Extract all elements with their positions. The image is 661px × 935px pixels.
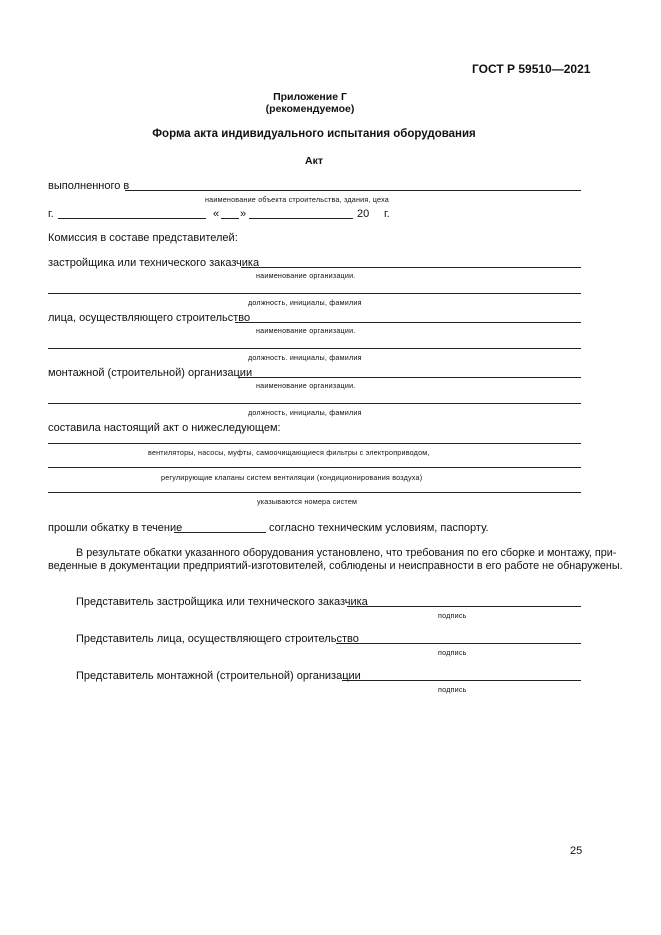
equipment-caption-1: вентиляторы, насосы, муфты, самоочищающиеся фильтры с электроприводом, bbox=[148, 448, 430, 457]
appendix-title: Приложение Г bbox=[273, 91, 347, 103]
installer-person-line[interactable] bbox=[48, 403, 581, 404]
quote-close: » bbox=[240, 208, 247, 220]
installer-label: монтажной (строительной) организации bbox=[48, 367, 253, 379]
standard-number: ГОСТ Р 59510—2021 bbox=[472, 62, 591, 76]
installer-person-caption: должность, инициалы, фамилия bbox=[248, 408, 362, 417]
day-line[interactable] bbox=[221, 218, 239, 219]
quote-open: « bbox=[213, 208, 220, 220]
compiled-text: составила настоящий акт о нижеследующем: bbox=[48, 422, 281, 434]
signature-builder-line[interactable] bbox=[336, 643, 581, 644]
year-suffix: г. bbox=[384, 208, 390, 220]
installer-org-caption: наименование организации. bbox=[256, 381, 356, 390]
runin-duration-line[interactable] bbox=[174, 532, 266, 533]
signature-developer-line[interactable] bbox=[347, 606, 581, 607]
equipment-line-2[interactable] bbox=[48, 467, 581, 468]
commission-label: Комиссия в составе представителей: bbox=[48, 232, 238, 244]
signature-installer-line[interactable] bbox=[342, 680, 581, 681]
city-line[interactable] bbox=[58, 218, 206, 219]
signature-installer-caption: подпись bbox=[438, 685, 467, 694]
builder-person-line[interactable] bbox=[48, 348, 581, 349]
performed-caption: наименование объекта строительства, здания, цеха bbox=[205, 195, 389, 204]
signature-builder-caption: подпись bbox=[438, 648, 467, 657]
signature-installer-label: Представитель монтажной (строительной) организации bbox=[76, 670, 361, 682]
builder-person-caption: должность. инициалы, фамилия bbox=[248, 353, 362, 362]
installer-org-line[interactable] bbox=[238, 377, 581, 378]
developer-person-caption: должность, инициалы, фамилия bbox=[248, 298, 362, 307]
city-label: г. bbox=[48, 208, 54, 220]
equipment-line-3[interactable] bbox=[48, 492, 581, 493]
runin-suffix: согласно техническим условиям, паспорту. bbox=[269, 522, 489, 534]
developer-org-line[interactable] bbox=[241, 267, 581, 268]
performed-label: выполненного в bbox=[48, 180, 130, 192]
builder-label: лица, осуществляющего строительство bbox=[48, 312, 251, 324]
appendix-status: (рекомендуемое) bbox=[265, 103, 355, 115]
equipment-caption-2: регулирующие клапаны систем вентиляции (кондиционирования воздуха) bbox=[161, 473, 423, 482]
builder-org-line[interactable] bbox=[235, 322, 581, 323]
developer-org-caption: наименование организации. bbox=[256, 271, 356, 280]
signature-developer-label: Представитель застройщика или технического заказчика bbox=[76, 596, 368, 608]
act-title: Акт bbox=[305, 155, 323, 167]
result-line-1: В результате обкатки указанного оборудования установлено, что требования по его сборке и монтажу, при- bbox=[76, 547, 617, 559]
signature-developer-caption: подпись bbox=[438, 611, 467, 620]
signature-builder-label: Представитель лица, осуществляющего строительство bbox=[76, 633, 359, 645]
builder-org-caption: наименование организации. bbox=[256, 326, 356, 335]
equipment-line-1[interactable] bbox=[48, 443, 581, 444]
equipment-caption-3: указываются номера систем bbox=[257, 497, 358, 506]
form-title: Форма акта индивидуального испытания оборудования bbox=[152, 128, 476, 140]
developer-label: застройщика или технического заказчика bbox=[48, 257, 260, 269]
runin-prefix: прошли обкатку в течение bbox=[48, 522, 183, 534]
page-number: 25 bbox=[570, 845, 583, 857]
month-line[interactable] bbox=[249, 218, 353, 219]
developer-person-line[interactable] bbox=[48, 293, 581, 294]
performed-line[interactable] bbox=[125, 190, 581, 191]
year-prefix: 20 bbox=[357, 208, 370, 220]
result-line-2: веденные в документации предприятий-изготовителей, соблюдены и неисправности в его работе не обнаружены. bbox=[48, 560, 623, 572]
